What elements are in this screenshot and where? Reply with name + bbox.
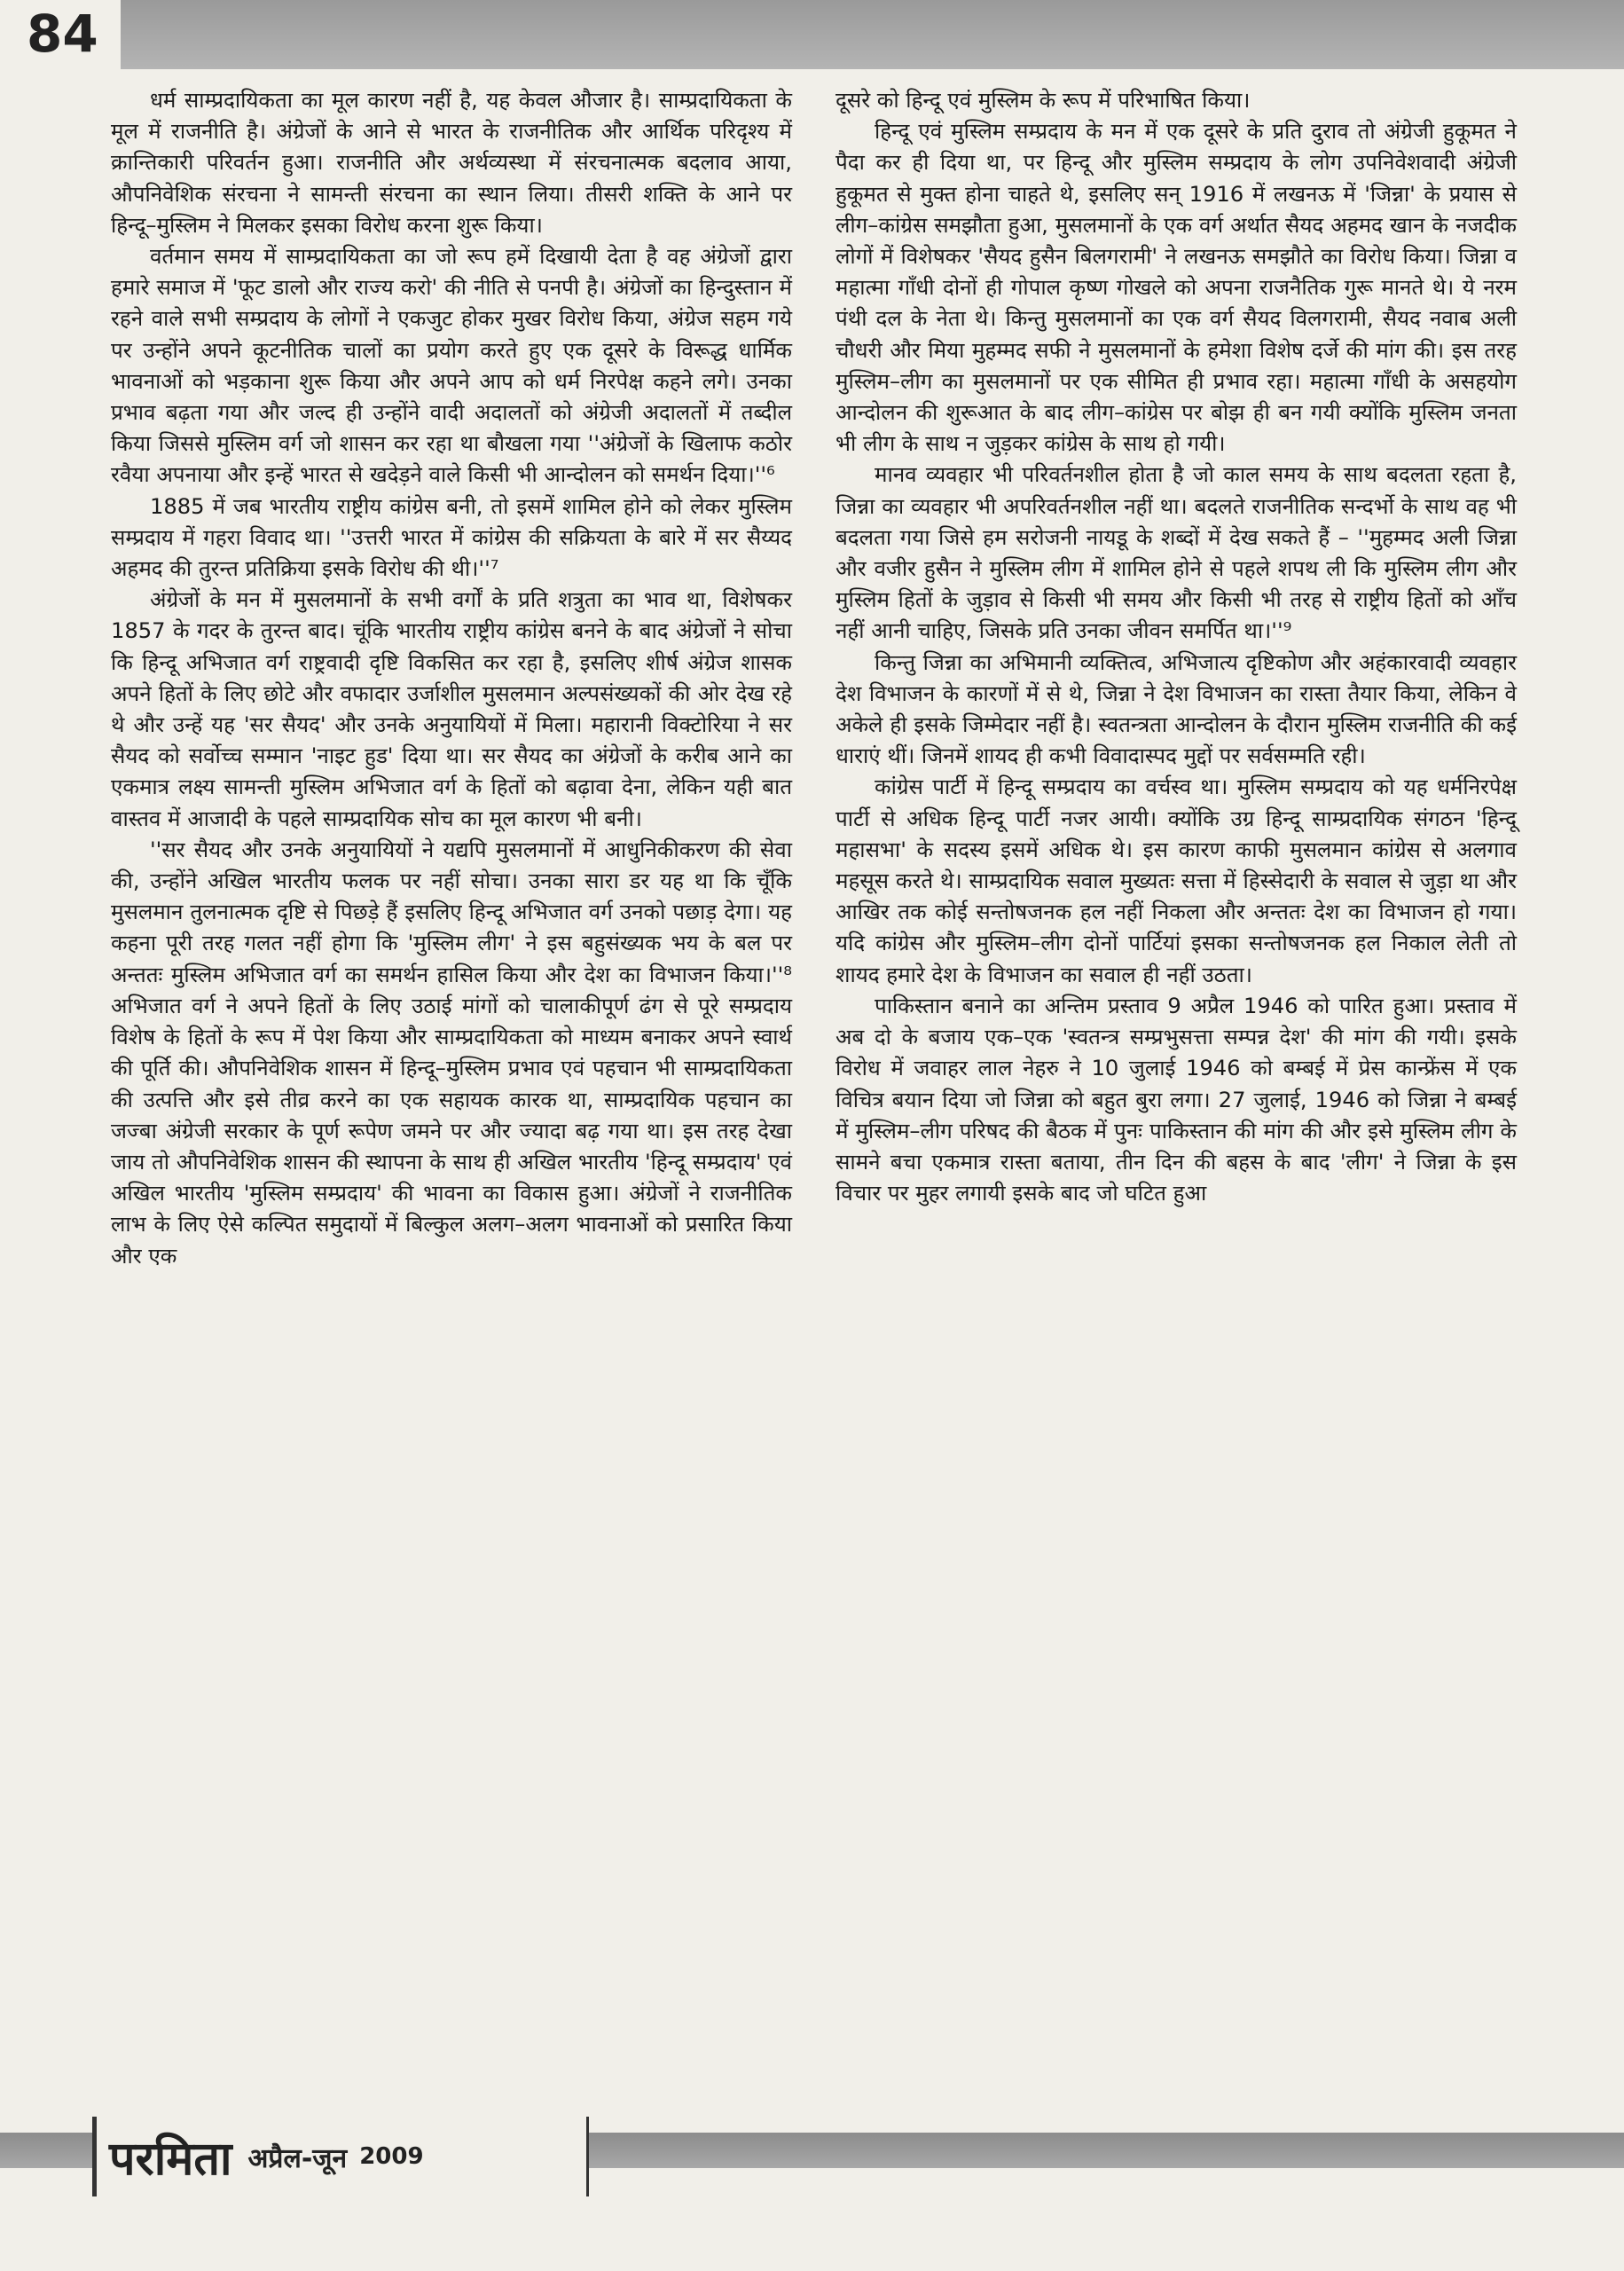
issue-label: अप्रैल-जून xyxy=(247,2142,348,2174)
footer xyxy=(92,2117,589,2196)
paragraph: हिन्दू एवं मुस्लिम सम्प्रदाय के मन में एक दूसरे के प्रति दुराव तो अंग्रेजी हुकूमत ने पैदा कर ही दिया था, पर हिन्दू और मुस्लिम सम्प्रदाय के लोग उपनिवेशवादी अंग्रेजी हुकूमत से मुक्त होना चाहते थे, इसलिए सन् 1916 में लखनऊ में 'जिन्ना' के प्रयास से लीग–कांग्रेस समझौता हुआ, मुसलमानों के एक वर्ग अर्थात सैयद अहमद खान के नजदीक लोगों में विशेषकर 'सैयद हुसैन बिलगरामी' ने लखनऊ समझौते का विरोध किया। जिन्ना व महात्मा गाँधी दोनों ही गोपाल कृष्ण गोखले को अपना राजनैतिक गुरू मानते थे। ये नरम पंथी दल के नेता थे। किन्तु मुसलमानों का एक वर्ग सैयद विलगरामी, सैयद नवाब अली चौधरी और मिया मुहम्मद सफी ने मुसलमानों के हमेशा विशेष दर्जे की मांग की। इस तरह मुस्लिम–लीग का मुसलमानों पर एक सीमित ही प्रभाव रहा। महात्मा गाँधी के असहयोग आन्दोलन की शुरूआत के बाद लीग–कांग्रेस पर बोझ ही बन गयी क्योंकि मुस्लिम जनता भी लीग के साथ न जुड़कर कांग्रेस के साथ हो गयी। xyxy=(836,119,1517,457)
paragraph: कांग्रेस पार्टी में हिन्दू सम्प्रदाय का वर्चस्व था। मुस्लिम सम्प्रदाय को यह धर्मनिरपेक्ष पार्टी से अधिक हिन्दू पार्टी नजर आयी। क्योंकि उग्र हिन्दू साम्प्रदायिक संगठन 'हिन्दू महासभा' के सदस्य इसमें अधिक थे। इस कारण काफी मुसलमान कांग्रेस से अलगाव महसूस करते थे। साम्प्रदायिक सवाल मुख्यतः सत्ता में हिस्सेदारी के सवाल से जुड़ा था और आखिर तक कोई सन्तोषजनक हल नहीं निकला और अन्ततः देश का विभाजन हो गया। यदि कांग्रेस और मुस्लिम–लीग दोनों पार्टियां इसका सन्तोषजनक हल निकाल लेती तो शायद हमारे देश के विभाजन का सवाल ही नहीं उठता। xyxy=(836,774,1518,987)
header-band xyxy=(0,0,1624,69)
paragraph: अंग्रेजों के मन में मुसलमानों के सभी वर्गों के प्रति शत्रुता का भाव था, विशेषकर 1857 के गदर के तुरन्त बाद। चूंकि भारतीय राष्ट्रीय कांग्रेस बनने के बाद अंग्रेजों ने सोचा कि हिन्दू अभिजात वर्ग राष्ट्रवादी दृष्टि विकसित कर रहा है, इसलिए शीर्ष अंग्रेज शासक अपने हितों के लिए छोटे और वफादार उर्जाशील मुसलमान अल्पसंख्यकों की ओर देख रहे थे और उन्हें यह 'सर सैयद' और उनके अनुयायियों में मिला। महारानी विक्टोरिया ने सर सैयद को सर्वोच्च सम्मान 'नाइट हुड' दिया था। सर सैयद का अंग्रेजों के करीब आने का एकमात्र लक्ष्य सामन्ती मुस्लिम अभिजात वर्ग के हितों को बढ़ावा देना, लेकिन यही बात वास्तव में आजादी के पहले साम्प्रदायिक सोच का मूल कारण भी बनी। xyxy=(111,587,792,831)
paragraph: 1885 में जब भारतीय राष्ट्रीय कांग्रेस बनी, तो इसमें शामिल होने को लेकर मुस्लिम सम्प्रदाय में गहरा विवाद था। ''उत्तरी भारत में कांग्रेस की सक्रियता के बारे में सर सैय्यद अहमद की तुरन्त प्रतिक्रिया इसके विरोध की थी।''⁷ xyxy=(111,493,792,582)
paragraph: धर्म साम्प्रदायिकता का मूल कारण नहीं है, यह केवल औजार है। साम्प्रदायिकता के मूल में राजनीति है। अंग्रेजों के आने से भारत के राजनीतिक और आर्थिक परिदृश्य में क्रान्तिकारी परिवर्तन हुआ। राजनीति और अर्थव्यस्था में संरचनात्मक बदलाव आया, औपनिवेशिक संरचना ने सामन्ती संरचना का स्थान लिया। तीसरी शक्ति के आने पर हिन्दू–मुस्लिम ने मिलकर इसका विरोध करना शुरू किया। xyxy=(111,88,792,238)
paragraph: ''सर सैयद और उनके अनुयायियों ने यद्यपि मुसलमानों में आधुनिकीकरण की सेवा की, उन्होंने अखिल भारतीय फलक पर नहीं सोचा। उनका सारा डर यह था कि चूँकि मुसलमान तुलनात्मक दृष्टि से पिछड़े हैं इसलिए हिन्दू अभिजात वर्ग उनको पछाड़ देगा। यह कहना पूरी तरह गलत नहीं होगा कि 'मुस्लिम लीग' ने इस बहुसंख्यक भय के बल पर अन्ततः मुस्लिम अभिजात वर्ग का समर्थन हासिल किया और देश का विभाजन किया।''⁸ अभिजात वर्ग ने अपने हितों के लिए उठाई मांगों को चालाकीपूर्ण ढंग से पूरे सम्प्रदाय विशेष के हितों के रूप में पेश किया और साम्प्रदायिकता को माध्यम बनाकर अपने स्वार्थ की पूर्ति की। औपनिवेशिक शासन में हिन्दू–मुस्लिम प्रभाव एवं पहचान भी साम्प्रदायिकता की उत्पत्ति और इसे तीव्र करने का एक सहायक कारक था, साम्प्रदायिक पहचान का जज्बा अंग्रेजी सरकार के पूर्ण रूपेण जमने पर और ज्यादा बढ़ गया था। इस तरह देखा जाय तो औपनिवेशिक शासन की स्थापना के साथ ही अखिल भारतीय 'हिन्दू सम्प्रदाय' एवं अखिल भारतीय 'मुस्लिम सम्प्रदाय' की भावना का विकास हुआ। अंग्रेजों ने राजनीतिक लाभ के लिए ऐसे कल्पित समुदायों में बिल्कुल अलग–अलग भावनाओं को प्रसारित किया और एक xyxy=(111,837,792,1269)
paragraph: दूसरे को हिन्दू एवं मुस्लिम के रूप में परिभाषित किया। xyxy=(836,88,1251,113)
paragraph: वर्तमान समय में साम्प्रदायिकता का जो रूप हमें दिखायी देता है वह अंग्रेजों द्वारा हमारे समाज में 'फूट डालो और राज्य करो' की नीति से पनपी है। अंग्रेजों का हिन्दुस्तान में रहने वाले सभी सम्प्रदाय के लोगों ने एकजुट होकर मुखर विरोध किया, अंग्रेज सहम गये पर उन्होंने अपने कूटनीतिक चालों का प्रयोग करते हुए एक दूसरे के विरूद्ध धार्मिक भावनाओं को भड़काना शुरू किया और अपने आप को धर्म निरपेक्ष कहने लगे। उनका प्रभाव बढ़ता गया और जल्द ही उन्होंने वादी अदालतों को अंग्रेजी अदालतों में तब्दील किया जिससे मुस्लिम वर्ग जो शासन कर रहा था बौखला गया ''अंग्रेजों के खिलाफ कठोर रवैया अपनाया और इन्हें भारत से खदेड़ने वाले किसी भी आन्दोलन को समर्थन दिया।''⁶ xyxy=(111,244,792,488)
left-column xyxy=(111,85,792,2086)
page-number: 84 xyxy=(0,0,121,69)
journal-logo: परमिता xyxy=(109,2132,232,2186)
paragraph: किन्तु जिन्ना का अभिमानी व्यक्तित्व, अभिजात्य दृष्टिकोण और अहंकारवादी व्यवहार देश विभाजन के कारणों में से थे, जिन्ना ने देश विभाजन का रास्ता तैयार किया, लेकिन वे अकेले ही इसके जिम्मेदार नहीं है। स्वतन्त्रता आन्दोलन के दौरान मुस्लिम राजनीति की कई धाराएं थीं। जिनमें शायद ही कभी विवादास्पद मुद्दों पर सर्वसम्मति रही। xyxy=(836,649,1517,769)
paragraph: मानव व्यवहार भी परिवर्तनशील होता है जो काल समय के साथ बदलता रहता है, जिन्ना का व्यवहार भी अपरिवर्तनशील नहीं था। बदलते राजनीतिक सन्दर्भो के साथ वह भी बदलता गया जिसे हम सरोजनी नायडू के शब्दों में देख सकते हैं – ''मुहम्मद अली जिन्ना और वजीर हुसैन ने मुस्लिम लीग में शामिल होने से पहले शपथ ली कि मुस्लिम लीग और मुस्लिम हितों के जुड़ाव से किसी भी समय और किसी भी तरह से राष्ट्रीय हितों को आँच नहीं आनी चाहिए, जिसके प्रति उनका जीवन समर्पित था।''⁹ xyxy=(836,462,1517,644)
right-column xyxy=(836,85,1517,2086)
paragraph: पाकिस्तान बनाने का अन्तिम प्रस्ताव 9 अप्रैल 1946 को पारित हुआ। प्रस्ताव में अब दो के बजाय एक–एक 'स्वतन्त्र सम्प्रभुसत्ता सम्पन्न देश' की मांग की गयी। इसके विरोध में जवाहर लाल नेहरु ने 10 जुलाई 1946 को बम्बई में प्रेस कान्फ्रेंस में एक विचित्र बयान दिया जो जिन्ना को बहुत बुरा लगा। 27 जुलाई, 1946 को जिन्ना ने बम्बई में मुस्लिम–लीग परिषद की बैठक में पुनः पाकिस्तान की मांग की और इसे मुस्लिम लीग के सामने बचा एकमात्र रास्ता बताया, तीन दिन की बहस के बाद 'लीग' ने जिन्ना के इस विचार पर मुहर लगायी इसके बाद जो घटित हुआ xyxy=(836,993,1517,1206)
article-body xyxy=(111,85,1517,2086)
issue-year: 2009 xyxy=(359,2143,424,2170)
